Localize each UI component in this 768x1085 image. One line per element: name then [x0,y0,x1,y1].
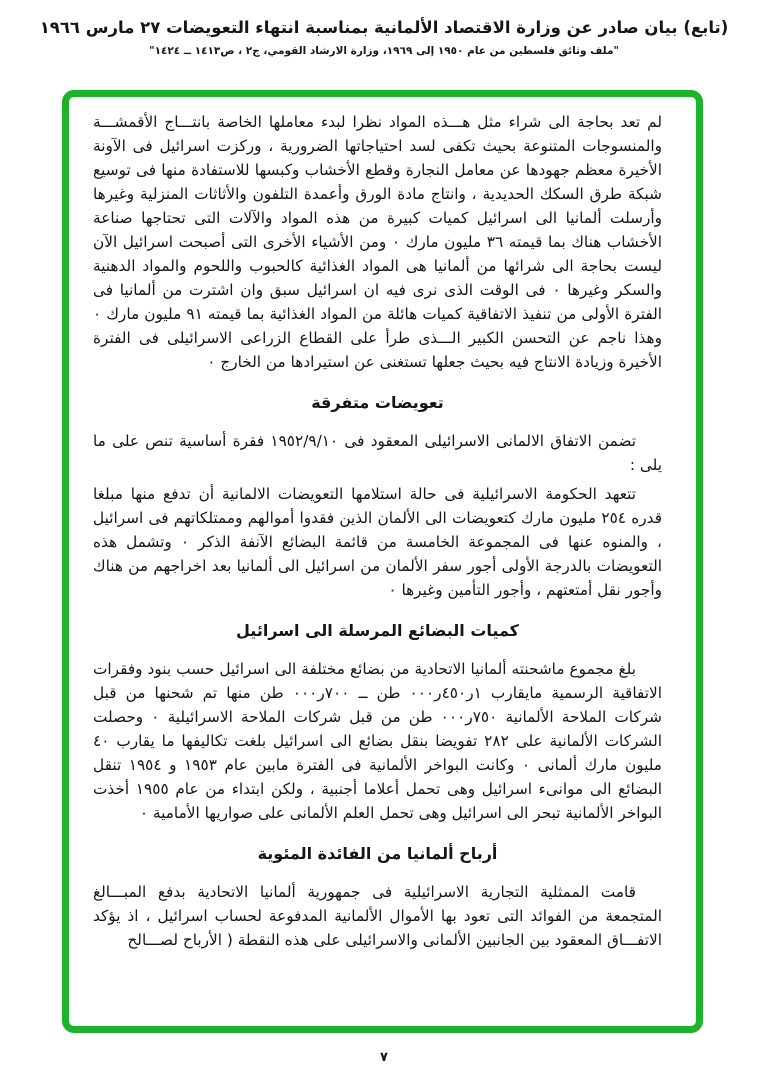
page-number: ٧ [380,1050,388,1065]
paragraph-goods-quantities: بلغ مجموع ماشحنته ألمانيا الاتحادية من بضائع مختلفة الى اسرائيل حسب بنود وفقرات الاتفاقية الرسمية مايقارب ١ر٤٥٠ر٠٠٠ طن ــ ٧٠٠ر٠٠٠ طن منها تم شحنها من قبل شركات الملاحة الألمانية ٧٥٠ر٠٠٠ طن من قبل شركات الملاحة الاسرائيلية ٠ وحصلت الشركات الألمانية على ٢٨٢ تفويضا بنقل بضائع الى اسرائيل بلغت تكاليفها ما يقارب ٤٠ مليون مارك ألمانى ٠ وكانت البواخر الألمانية فى الفترة مابين عام ١٩٥٣ و ١٩٥٤ تنقل البضائع الى موانىء اسرائيل وهى تحمل أعلاما أجنبية ، ولكن ابتداء من عام ١٩٥٥ أخذت البواخر الألمانية تبحر الى اسرائيل وهى تحمل العلم الألمانى على صواريها الأمامية ٠ [93,660,663,822]
section-heading-goods-quantities: كميات البضائع المرسلة الى اسرائيل [236,621,519,640]
paragraph-germany-interest-profits: قامت الممثلية التجارية الاسرائيلية فى جمهورية ألمانيا الاتحادية بدفع المبـــالغ المتجمعة من الفوائد التى تعود بها الأموال الألمانية المدفوعة لحساب اسرائيل ، اذ يؤكد الاتفـــاق المعقود بين الجانبين الألمانى والاسرائيلى على هذه النقطة ( الأرباح لصـــالح [93,883,662,949]
section-heading-misc-compensations: تعويضات متفرقة [311,393,444,412]
section-heading-germany-interest-profits: أرباح ألمانيا من الفائدة المئوية [257,844,498,863]
paragraph-intro: لم تعد بحاجة الى شراء مثل هـــذه المواد نظرا لبدء معاملها الخاصة بانتـــاج الأقمشـــة والمنسوجات المتنوعة بحيث تكفى لسد احتياجاتها الضرورية ، وركزت اسرائيل فى الآونة الأخيرة معظم جهودها عن معامل النجارة وقطع الأخشاب وكبسها للاستفادة منها فى توسيع شبكة طرق السكك الحديدية ، وانتاج مادة الورق وأعمدة التلفون والأثاثات المنزلية وغيرها وأرسلت ألمانيا الى اسرائيل كميات كبيرة من هذه المواد والآلات التى تحتاجها صناعة الأخشاب هناك بما قيمته ٣٦ مليون مارك ٠ ومن الأشياء الأخرى التى أصبحت اسرائيل الآن ليست بحاجة الى شرائها من ألمانيا هى المواد الغذائية كالحبوب واللحوم والمواد الدهنية والسكر وغيرها ٠ فى الوقت الذى نرى فيه ان اسرائيل سبق وان اشترت من ألمانيا فى الفترة الأولى من تنفيذ الاتفاقية كميات هائلة من المواد الغذائية بما قيمته ٩١ مليون مارك ٠ وهذا ناجم عن التحسن الكبير الـــذى طرأ على القطاع الزراعى الاسرائيلى فى الفترة الأخيرة وزيادة الانتاج فيه بحيث جعلها تستغنى عن استيرادها من الخارج ٠ [93,113,662,371]
document-source-citation: "ملف وثائق فلسطين من عام ١٩٥٠ إلى ١٩٦٩، وزارة الارشاد القومي، ج٢ ، ص١٤١٣ ــ ١٤٢٤" [149,45,619,57]
document-frame [62,90,703,1033]
paragraph-agreement-clause-intro: تضمن الاتفاق الالمانى الاسرائيلى المعقود فى ١٩٥٢/٩/١٠ فقرة أساسية تنص على ما يلى : [93,432,662,474]
page-footer [0,1046,768,1065]
document-title: (تابع) بيان صادر عن وزارة الاقتصاد الألمانية بمناسبة انتهاء التعويضات ٢٧ مارس ١٩٦٦ [39,18,729,37]
paragraph-agreement-clause-text: تتعهد الحكومة الاسرائيلية فى حالة استلامها التعويضات الالمانية أن تدفع منها مبلغا قدره ٢٥٤ مليون مارك كتعويضات الى الألمان الذين فقدوا أموالهم وممتلكاتهم فى اسرائيل ، والمنوه عنها فى المجموعة الخامسة من قائمة البضائع الآنفة الذكر ٠ وتشمل هذه التعويضات بالدرجة الأولى أجور سفر الألمان من اسرائيل الى ألمانيا بعد اخراجهم من هناك وأجور نقل أمتعتهم ، وأجور التأمين وغيرها ٠ [93,485,663,599]
page-header [0,18,768,57]
